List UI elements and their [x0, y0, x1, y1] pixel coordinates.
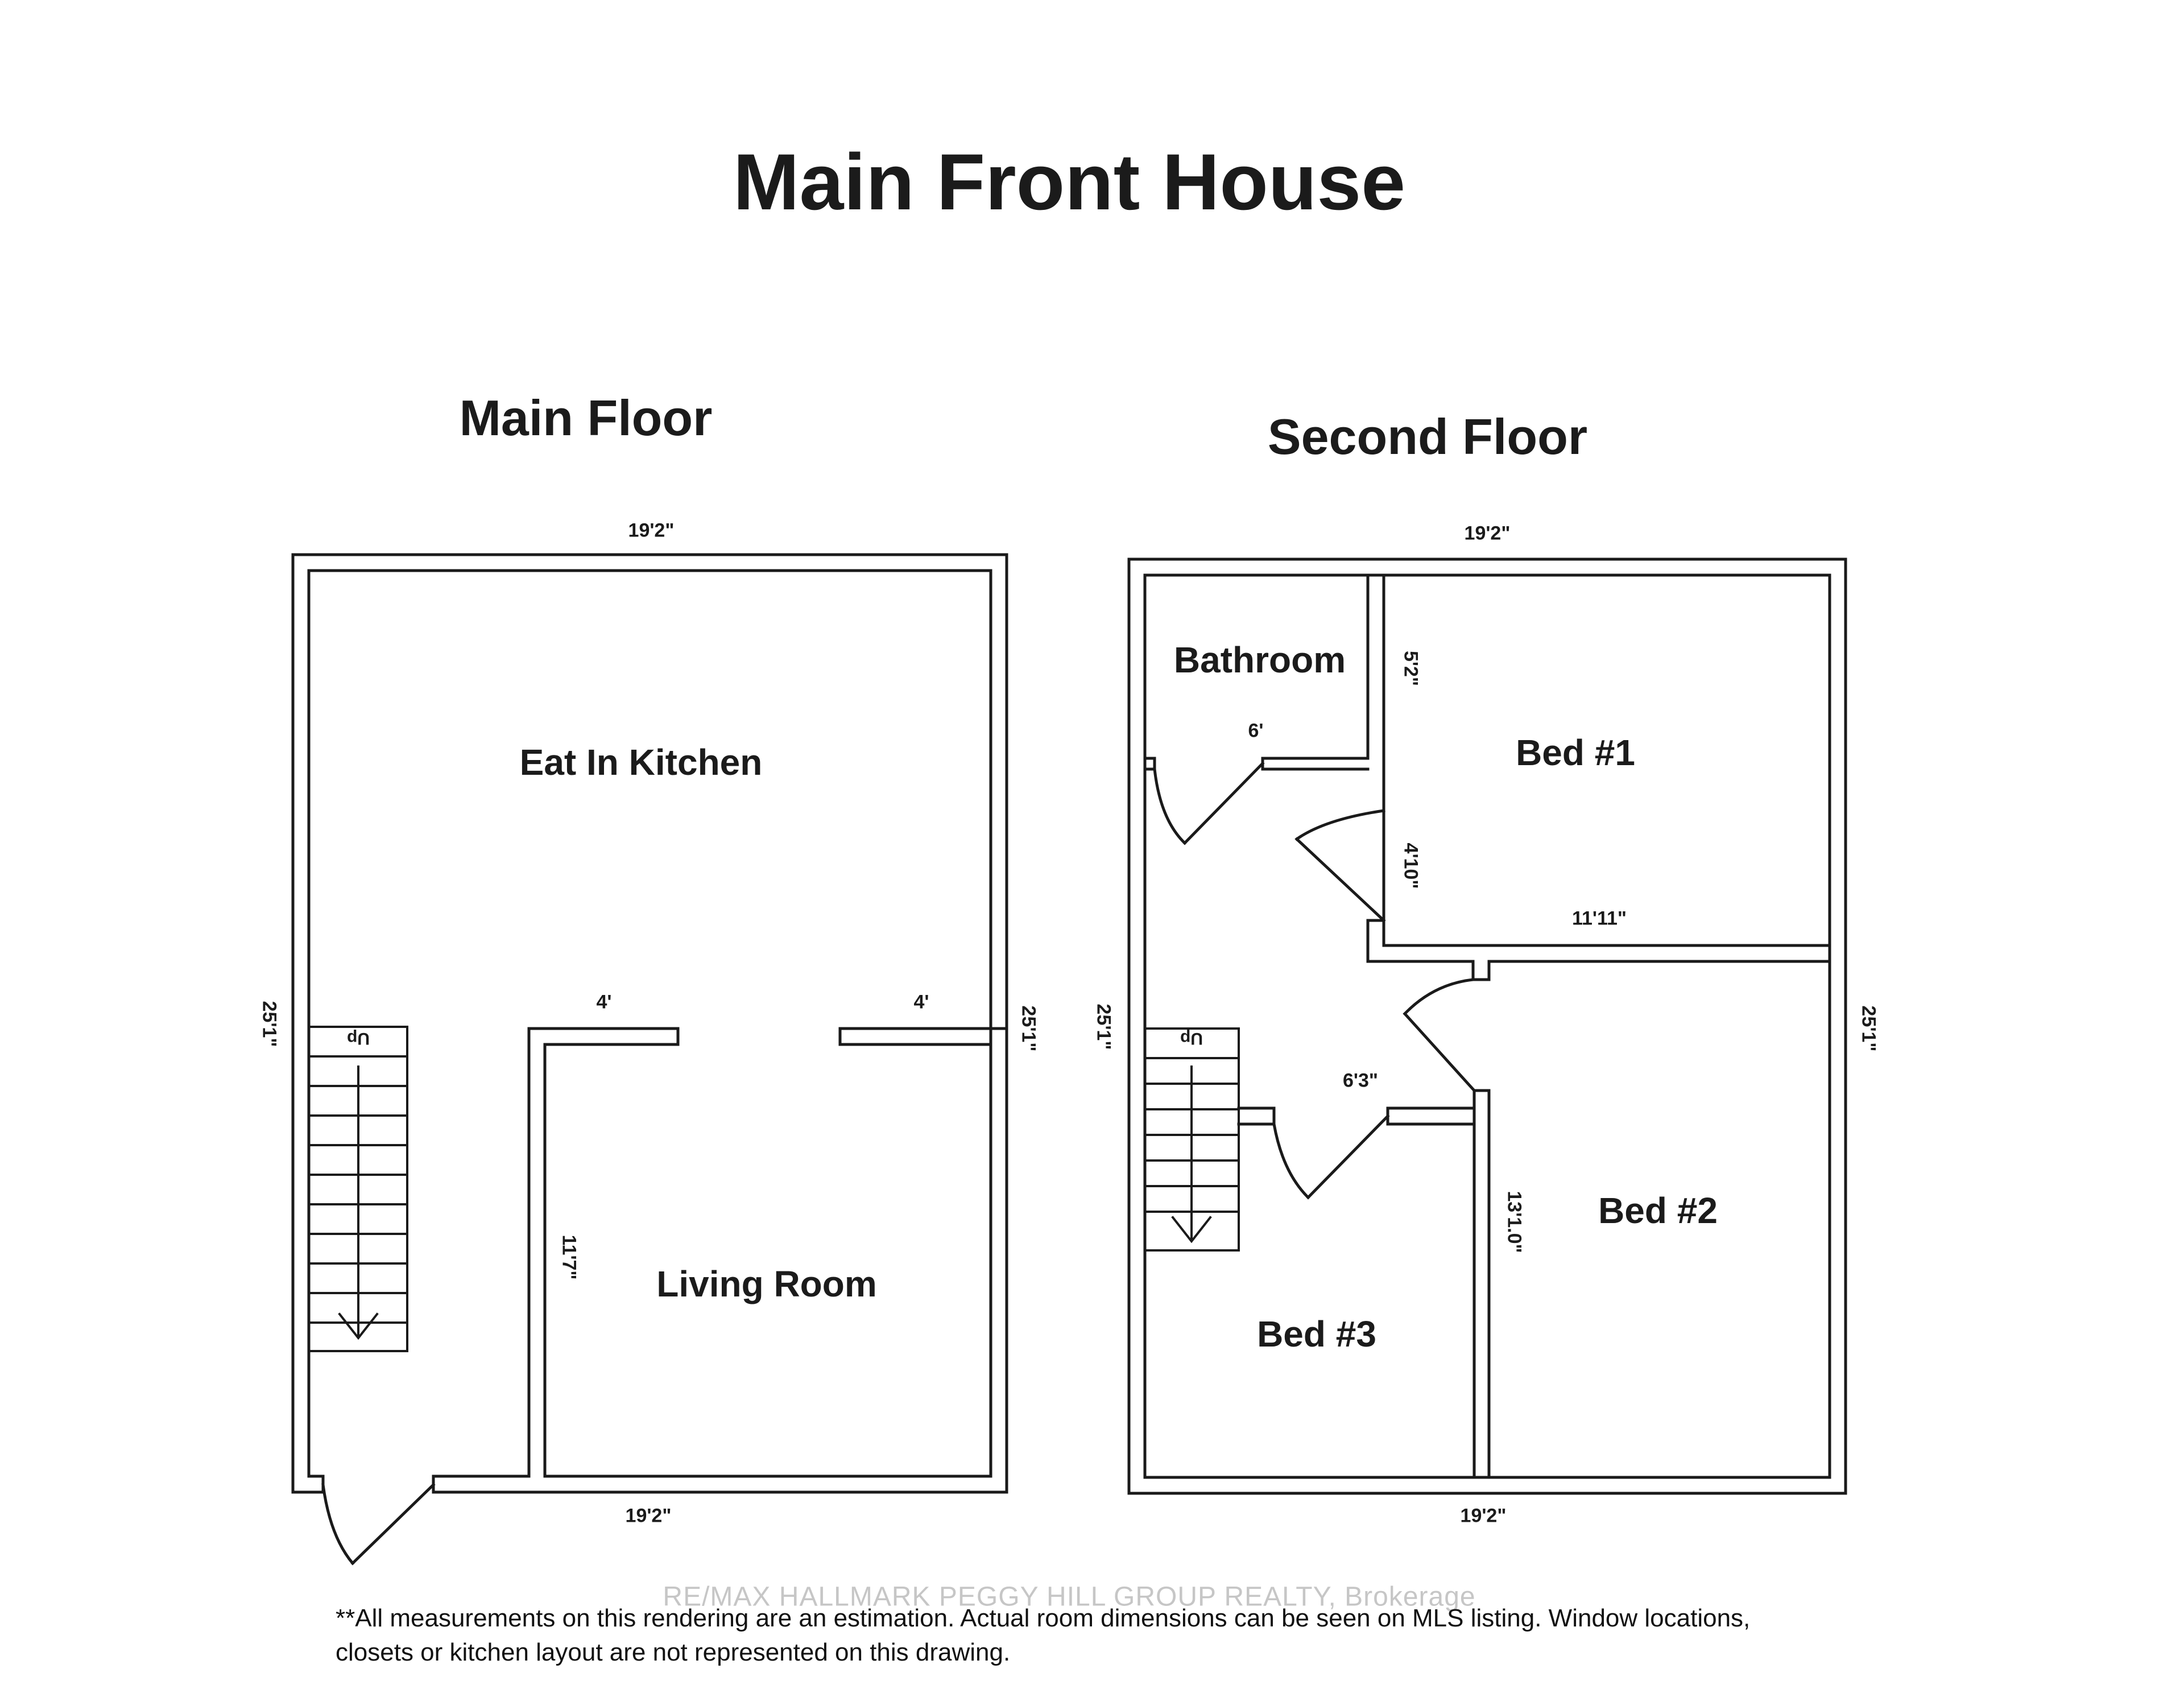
- bed-1-door: [1297, 811, 1384, 920]
- bed-3-door: [1274, 1116, 1388, 1197]
- bed-1-width-dimension: 11'11": [1571, 907, 1627, 930]
- room-label-eat-in-kitchen: Eat In Kitchen: [519, 742, 763, 783]
- landing-dimension: 6'3": [1342, 1069, 1379, 1092]
- bed-2-side-dimension: 13'1.0": [1503, 1191, 1525, 1253]
- second-floor-outer-walls: [1129, 559, 1846, 1493]
- bed-2-door: [1405, 980, 1474, 1091]
- second-floor-left-dimension: 25'1": [1093, 1003, 1115, 1050]
- bathroom-side-dimension: 5'2": [1400, 650, 1422, 687]
- room-label-bed-1: Bed #1: [1516, 732, 1635, 773]
- living-room-walls: [529, 1029, 1007, 1476]
- main-floor-right-dimension: 25'1": [1017, 1005, 1040, 1052]
- main-floor-staircase: [309, 1027, 407, 1351]
- second-floor-staircase: [1145, 1029, 1239, 1250]
- hall-dimension: 4'10": [1400, 842, 1422, 889]
- measurement-disclaimer: **All measurements on this rendering are an estimation. Actual room dimensions can be seen on MLS listing. Window locations, closets or kitchen layout are not represented on this drawing.: [336, 1604, 1751, 1666]
- main-floor-bottom-dimension: 19'2": [625, 1505, 672, 1527]
- second-floor-top-dimension: 19'2": [1464, 522, 1511, 544]
- second-floor-title: Second Floor: [1267, 408, 1588, 465]
- bathroom-width-dimension: 6': [1248, 720, 1264, 742]
- main-floor-plan: [293, 555, 1007, 1563]
- brokerage-watermark: RE/MAX HALLMARK PEGGY HILL GROUP REALTY, Brokerage: [663, 1581, 1476, 1612]
- main-floor-top-dimension: 19'2": [628, 519, 675, 542]
- main-floor-left-dimension: 25'1": [258, 1001, 280, 1047]
- second-floor-bottom-dimension: 19'2": [1460, 1505, 1507, 1527]
- bed-3-walls: [1145, 1108, 1474, 1477]
- page-title: Main Front House: [733, 137, 1406, 226]
- room-label-bed-3: Bed #3: [1257, 1314, 1376, 1354]
- kitchen-opening-left-dimension: 4': [596, 991, 612, 1013]
- main-floor-title: Main Floor: [459, 390, 713, 446]
- second-floor-stair-up-label: Up: [1180, 1029, 1203, 1048]
- main-floor-entry-door: [323, 1485, 433, 1563]
- kitchen-opening-right-dimension: 4': [913, 991, 929, 1013]
- second-floor-plan: [1129, 559, 1846, 1493]
- living-room-width-dimension: 11'7": [558, 1234, 580, 1280]
- bathroom-door: [1155, 763, 1263, 843]
- room-label-living-room: Living Room: [656, 1263, 877, 1304]
- room-label-bathroom: Bathroom: [1173, 639, 1346, 680]
- main-floor-stair-up-label: Up: [347, 1029, 370, 1048]
- room-label-bed-2: Bed #2: [1598, 1190, 1718, 1231]
- second-floor-right-dimension: 25'1": [1858, 1005, 1880, 1052]
